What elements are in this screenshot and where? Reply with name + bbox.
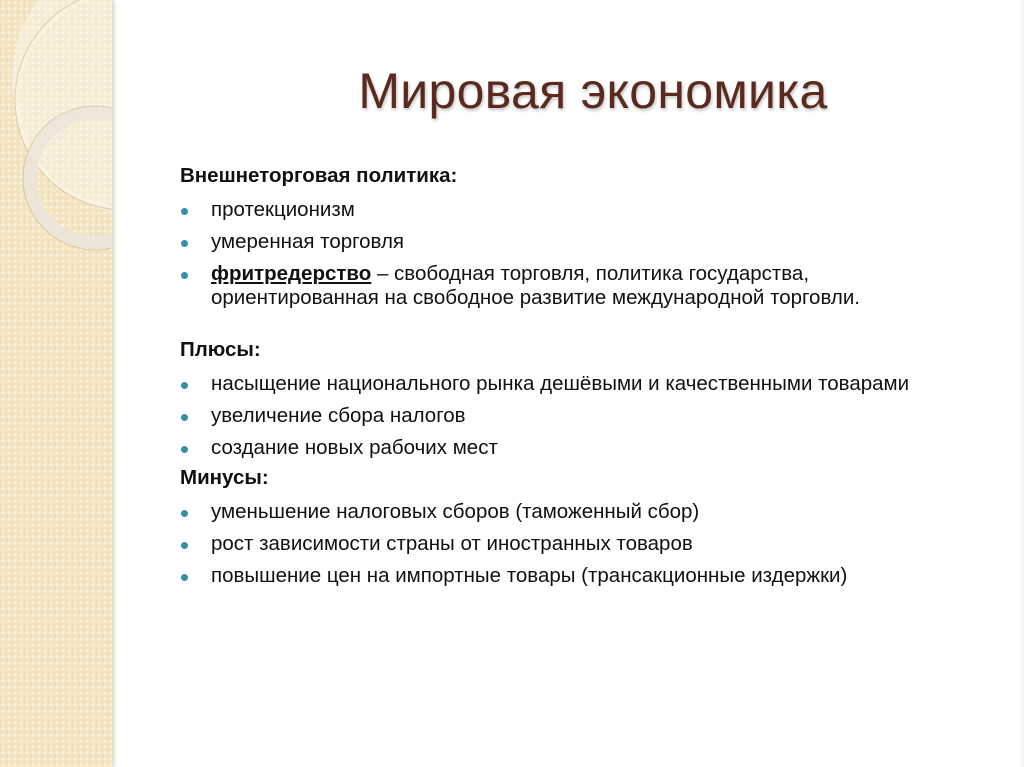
cons-list — [180, 500, 980, 588]
list-item-text: увеличение сбора налогов — [211, 404, 466, 427]
term-freetrade: фритредерство — [211, 262, 372, 285]
slide-content — [180, 162, 980, 588]
list-item — [180, 564, 980, 588]
bullet-icon — [181, 414, 188, 421]
list-item — [180, 404, 980, 428]
section-heading-pros: Плюсы: — [180, 338, 261, 361]
list-item — [180, 436, 980, 460]
section-heading-trade-policy: Внешнеторговая политика: — [180, 164, 458, 187]
list-item — [180, 372, 980, 396]
list-item-text: протекционизм — [211, 198, 355, 221]
list-item-text: – свободная торговля, политика государства, ориентированная на свободное развитие международной торговли. — [211, 262, 860, 309]
section-heading-cons: Минусы: — [180, 466, 269, 489]
spacer — [180, 310, 980, 336]
bullet-icon — [181, 574, 188, 581]
list-item — [180, 230, 980, 254]
bullet-icon — [181, 240, 188, 247]
bullet-icon — [181, 446, 188, 453]
list-item — [180, 500, 980, 524]
list-item-text: рост зависимости страны от иностранных товаров — [211, 532, 693, 555]
list-item-text: насыщение национального рынка дешёвыми и качественными товарами — [211, 372, 910, 395]
list-item — [180, 262, 980, 310]
bullet-icon — [181, 208, 188, 215]
decorative-circles-icon — [0, 0, 112, 767]
list-item-text: создание новых рабочих мест — [211, 436, 498, 459]
list-item — [180, 198, 980, 222]
bullet-icon — [181, 382, 188, 389]
list-item-text: умеренная торговля — [211, 230, 405, 253]
trade-policy-list — [180, 198, 980, 310]
slide-title: Мировая экономика — [358, 63, 828, 119]
list-item-text: повышение цен на импортные товары (трансакционные издержки) — [211, 564, 848, 587]
list-item-text: уменьшение налоговых сборов (таможенный сбор) — [211, 500, 700, 523]
decorative-side-band — [0, 0, 112, 767]
bullet-icon — [181, 272, 188, 279]
list-item — [180, 532, 980, 556]
pros-list — [180, 372, 980, 460]
bullet-icon — [181, 510, 188, 517]
bullet-icon — [181, 542, 188, 549]
